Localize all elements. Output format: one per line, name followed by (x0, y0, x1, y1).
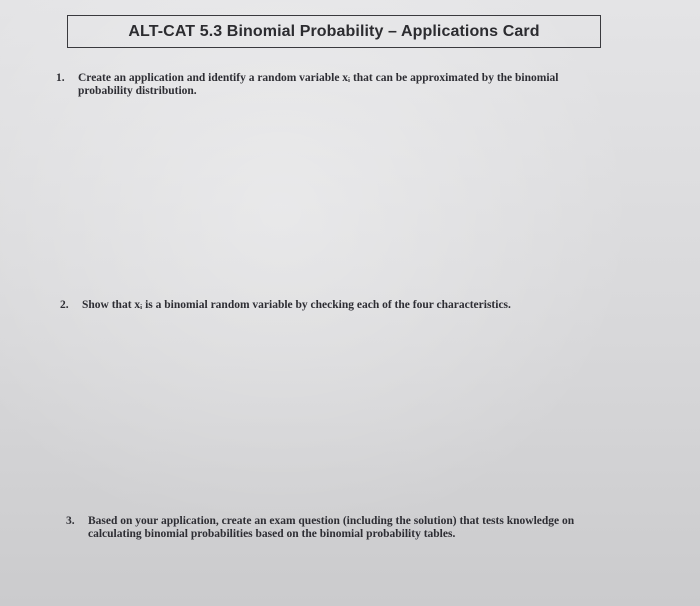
question-number: 1. (56, 72, 65, 84)
question-1 (56, 72, 596, 98)
card-title: ALT-CAT 5.3 Binomial Probability – Applications Card (128, 22, 540, 40)
question-text: Based on your application, create an exam question (including the solution) that tests knowledge on calculating binomial probabilities based on the binomial probability tables. (88, 515, 575, 540)
question-text: Show that xᵢ is a binomial random variable by checking each of the four characteristics. (82, 299, 511, 311)
question-3 (66, 515, 606, 541)
question-text: Create an application and identify a random variable xᵢ that can be approximated by the binomial probability distribution. (78, 72, 559, 97)
question-2 (60, 299, 600, 312)
question-number: 2. (60, 299, 69, 311)
title-box (67, 15, 601, 48)
question-number: 3. (66, 515, 75, 527)
